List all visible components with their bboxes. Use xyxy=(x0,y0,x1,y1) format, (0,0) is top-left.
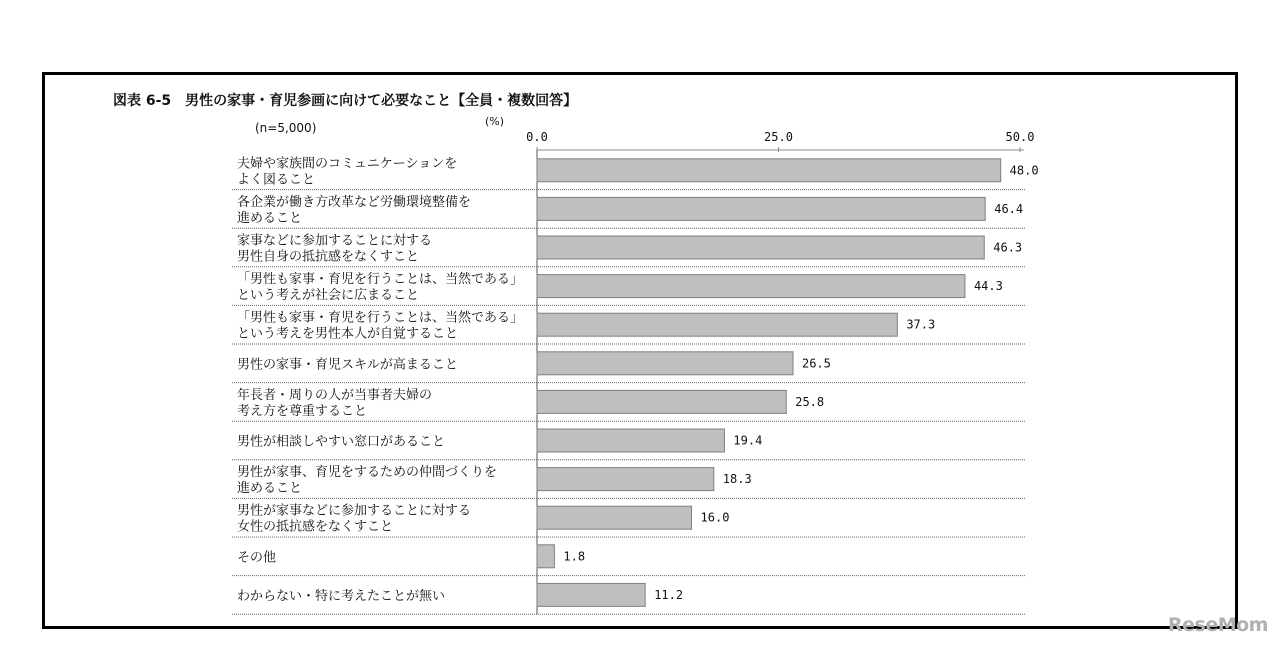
value-label: 18.3 xyxy=(722,472,752,487)
bar xyxy=(537,545,554,568)
category-label: 夫婦や家族間のコミュニケーションを xyxy=(237,156,458,172)
bar xyxy=(537,352,793,375)
bar xyxy=(537,197,985,220)
x-tick-label: 50.0 xyxy=(1005,130,1035,144)
category-label: 女性の抵抗感をなくすこと xyxy=(237,519,394,535)
bar xyxy=(537,390,786,413)
category-label: よく図ること xyxy=(237,172,316,188)
value-label: 11.2 xyxy=(654,587,684,602)
category-label: 各企業が働き方改革など労働環境整備を xyxy=(237,194,472,210)
bar xyxy=(537,429,724,452)
category-label: 進めること xyxy=(237,210,303,226)
category-label: わからない・特に考えたことが無い xyxy=(237,588,446,604)
category-label: 男性自身の抵抗感をなくすこと xyxy=(237,249,420,265)
bar xyxy=(537,468,714,491)
value-label: 25.8 xyxy=(795,394,825,409)
bar xyxy=(537,313,897,336)
value-label: 16.0 xyxy=(700,510,730,525)
category-label: 「男性も家事・育児を行うことは、当然である」 xyxy=(237,310,524,326)
bar xyxy=(537,583,645,606)
value-label: 46.3 xyxy=(993,240,1023,255)
category-label: 男性が家事、育児をするための仲間づくりを xyxy=(237,465,498,481)
value-label: 48.0 xyxy=(1009,163,1039,178)
category-label: という考えが社会に広まること xyxy=(237,288,420,304)
value-label: 19.4 xyxy=(733,433,763,448)
category-label: 男性が家事などに参加することに対する xyxy=(237,503,472,519)
category-label: 進めること xyxy=(237,481,303,497)
value-label: 44.3 xyxy=(973,279,1003,294)
value-label: 37.3 xyxy=(906,317,936,332)
category-label: という考えを男性本人が自覚すること xyxy=(237,326,459,342)
value-label: 1.8 xyxy=(563,549,586,564)
sample-size-note: (n=5,000) xyxy=(255,121,317,135)
bar xyxy=(537,506,692,529)
chart-title: 図表 6-5 男性の家事・育児参画に向けて必要なこと【全員・複数回答】 xyxy=(113,93,578,109)
value-label: 26.5 xyxy=(801,356,831,371)
x-tick-label: 0.0 xyxy=(526,130,548,144)
category-label: その他 xyxy=(237,550,277,566)
watermark-logo: ReseMom xyxy=(1168,614,1268,636)
bar xyxy=(537,236,984,259)
bar xyxy=(537,275,965,298)
category-label: 年長者・周りの人が当事者夫婦の xyxy=(237,387,433,403)
unit-label: (%) xyxy=(485,115,505,128)
category-label: 家事などに参加することに対する xyxy=(237,233,433,249)
category-label: 考え方を尊重すること xyxy=(237,403,368,419)
value-label: 46.4 xyxy=(994,201,1024,216)
category-label: 男性が相談しやすい窓口があること xyxy=(237,434,446,450)
x-tick-label: 25.0 xyxy=(764,130,793,144)
category-label: 男性の家事・育児スキルが高まること xyxy=(237,357,458,373)
category-label: 「男性も家事・育児を行うことは、当然である」 xyxy=(237,272,524,288)
bar xyxy=(537,159,1001,182)
